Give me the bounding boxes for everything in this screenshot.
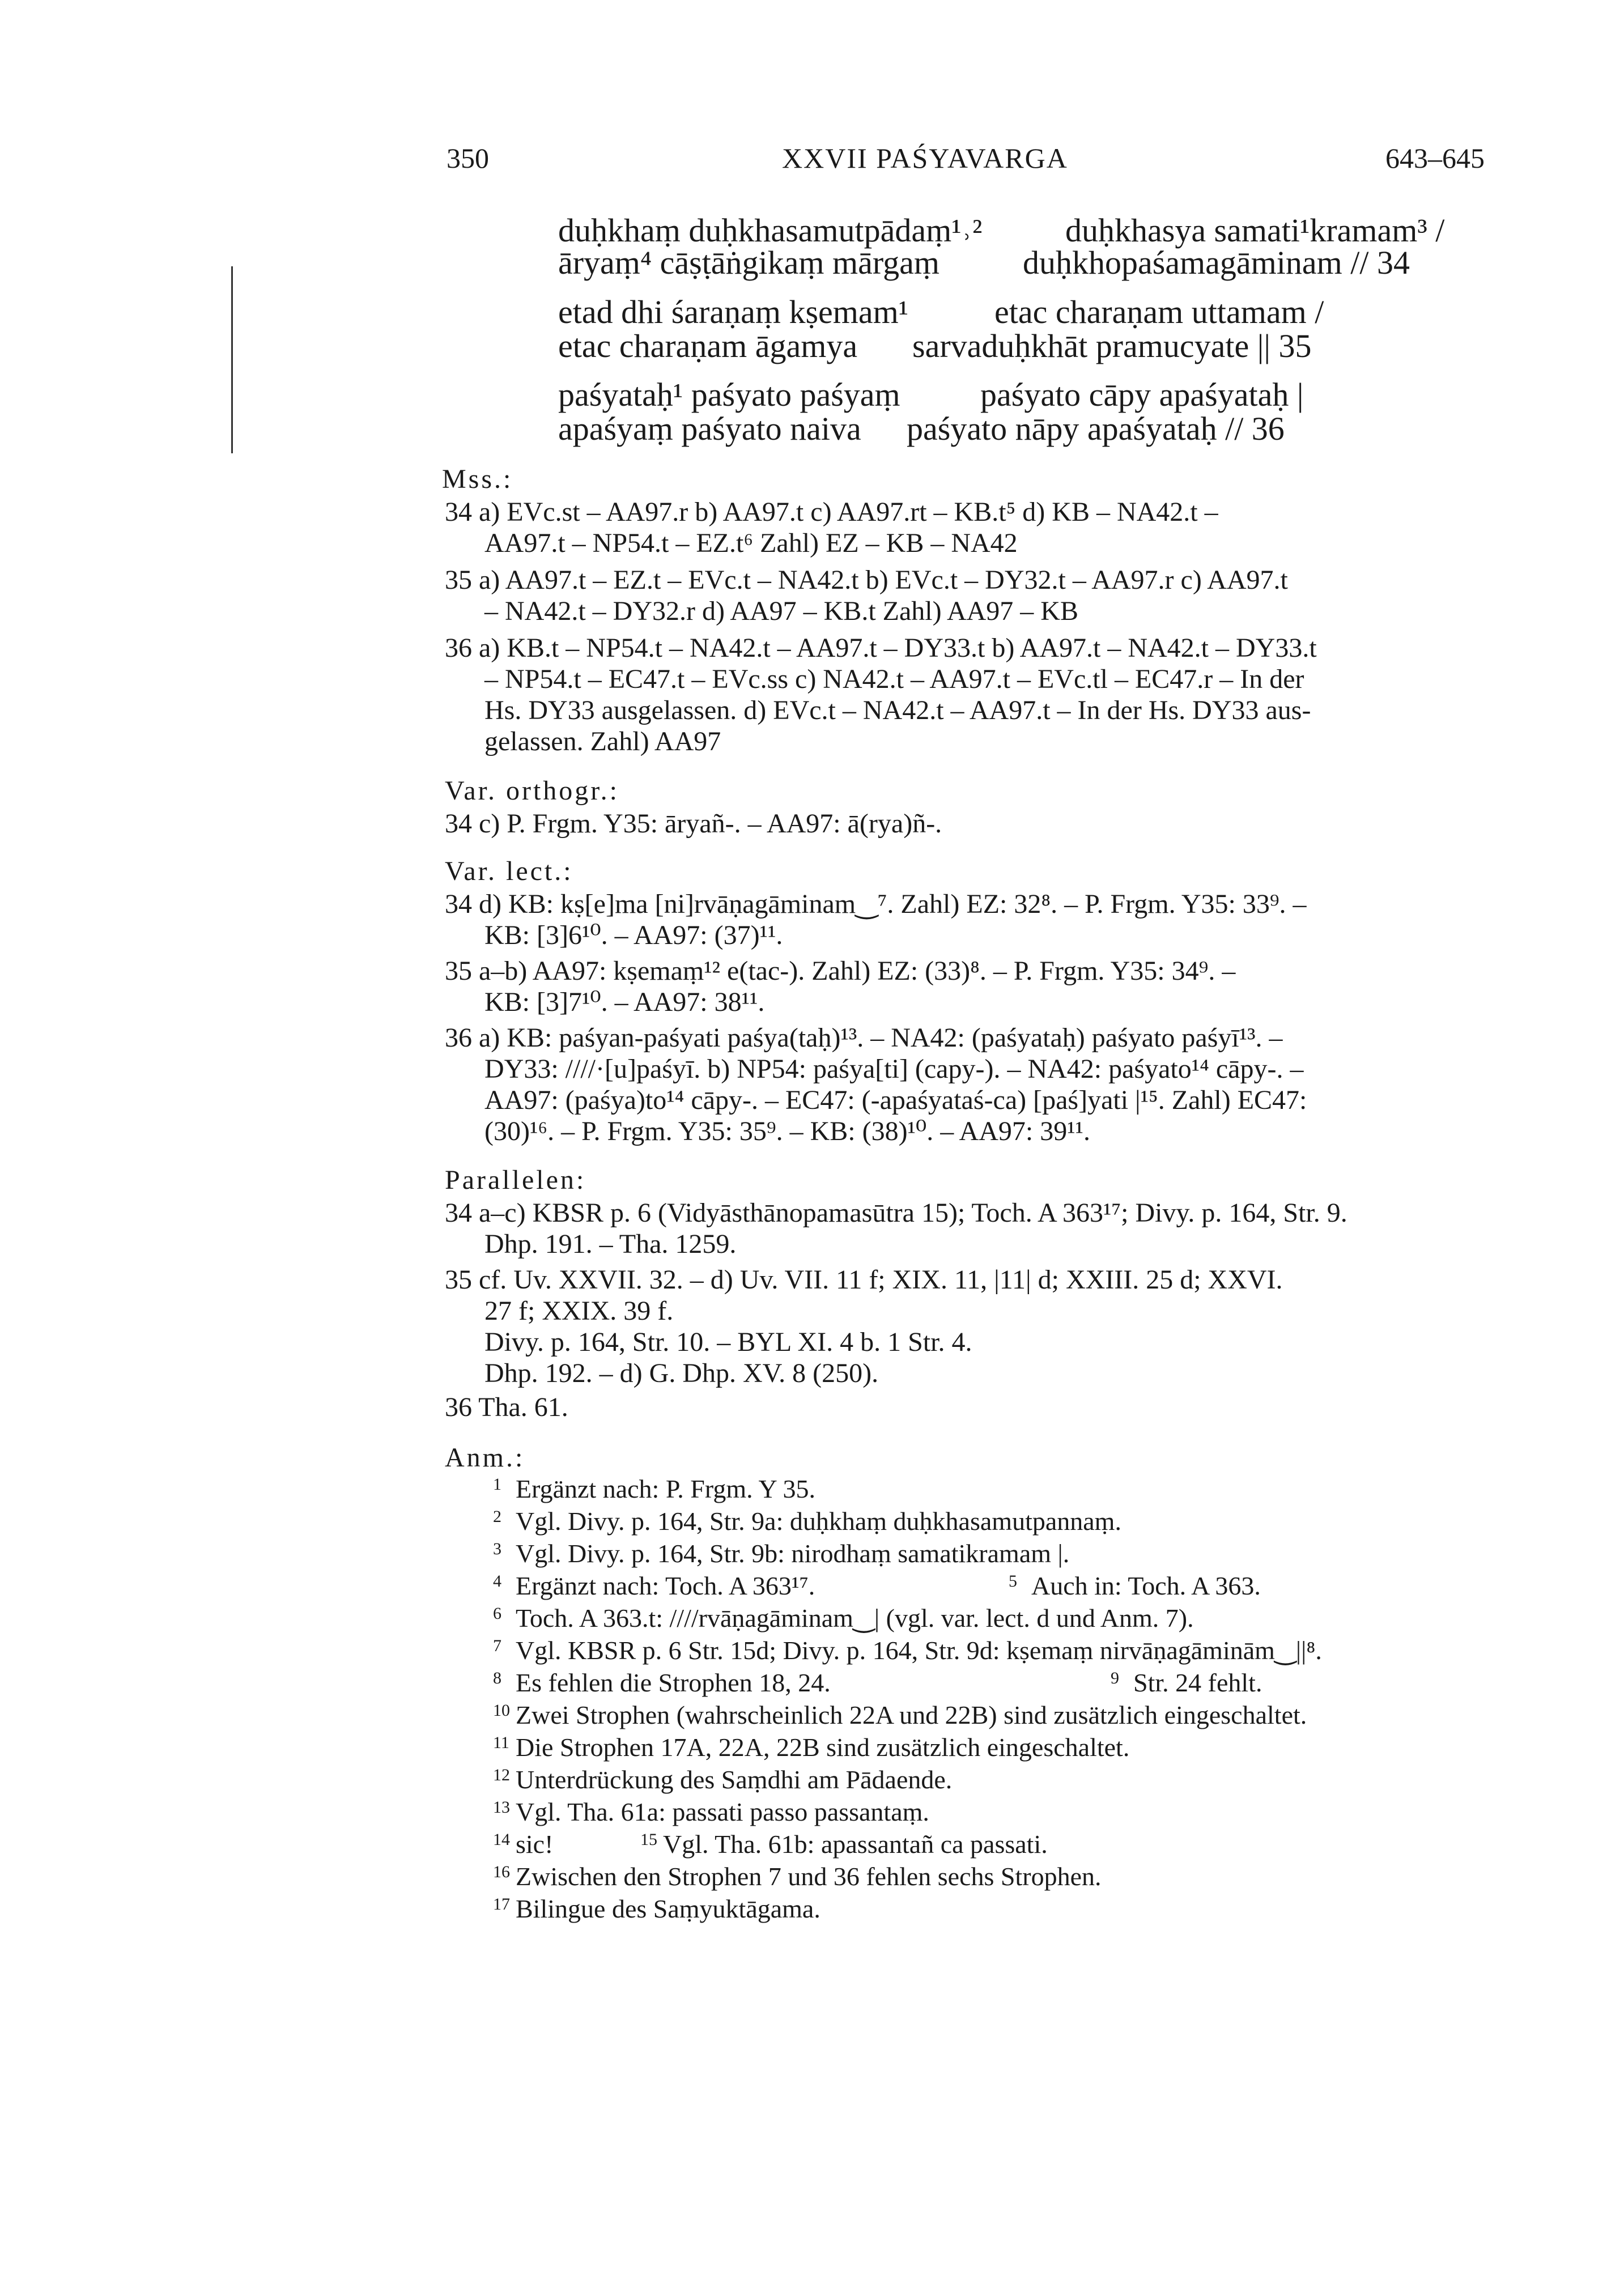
lect-line: KB: [3]6¹⁰. – AA97: (37)¹¹. <box>484 920 783 950</box>
mss-line: 34 a) EVc.st – AA97.r b) AA97.t c) AA97.rt – KB.t⁵ d) KB – NA42.t – <box>445 497 1218 527</box>
footnote-text: Vgl. Tha. 61a: passati passo passantaṃ. <box>516 1797 929 1826</box>
footnote <box>493 1767 952 1793</box>
running-title: XXVII PAŚYAVARGA <box>782 142 1068 174</box>
mss-line: – NP54.t – EC47.t – EVc.ss c) NA42.t – AA97.t – EVc.tl – EC47.r – In der <box>484 664 1304 694</box>
footnote <box>640 1831 1048 1857</box>
verse-line-b: sarvaduḥkhāt pramucyate || 35 <box>912 328 1312 364</box>
mss-line: – NA42.t – DY32.r d) AA97 – KB.t Zahl) AA97 – KB <box>484 596 1078 626</box>
footnote <box>493 1734 1129 1761</box>
parallel-line: 27 f; XXIX. 39 f. <box>484 1296 674 1326</box>
footnote-number: 2 <box>493 1507 501 1526</box>
mss-line: 36 a) KB.t – NP54.t – NA42.t – AA97.t – DY33.t b) AA97.t – NA42.t – DY33.t <box>445 633 1317 663</box>
footnote-number: 4 <box>493 1572 501 1591</box>
lect-line: (30)¹⁶. – P. Frgm. Y35: 35⁹. – KB: (38)¹⁰. – AA97: 39¹¹. <box>484 1116 1090 1146</box>
footnote <box>493 1799 929 1825</box>
footnote-number: 1 <box>493 1475 501 1494</box>
parallel-line: Dhp. 192. – d) G. Dhp. XV. 8 (250). <box>484 1358 879 1388</box>
footnote-text: Ergänzt nach: P. Frgm. Y 35. <box>516 1474 815 1503</box>
lect-line: 34 d) KB: kṣ[e]ma [ni]rvāṇagāminam‿⁷. Zahl) EZ: 32⁸. – P. Frgm. Y35: 33⁹. – <box>445 889 1307 919</box>
section-anm: Anm.: <box>445 1443 525 1473</box>
section-parallelen: Parallelen: <box>445 1165 586 1195</box>
footnote-text: Str. 24 fehlt. <box>1133 1668 1262 1697</box>
verse-line-b: paśyato cāpy apaśyataḥ | <box>980 376 1304 413</box>
footnote <box>493 1864 1102 1890</box>
parallel-line: 36 Tha. 61. <box>445 1392 568 1422</box>
verse-line-b: paśyato nāpy apaśyataḥ // 36 <box>907 410 1285 447</box>
footnote-text: Vgl. Tha. 61b: apassantañ ca passati. <box>663 1830 1048 1859</box>
footnote-text: Die Strophen 17A, 22A, 22B sind zusätzlich eingeschaltet. <box>516 1733 1130 1762</box>
verse-line-a: etad dhi śaraṇaṃ kṣemam¹ <box>558 294 909 330</box>
footnote-text: Zwischen den Strophen 7 und 36 fehlen sechs Strophen. <box>516 1862 1102 1891</box>
footnote-number: 5 <box>1009 1572 1017 1591</box>
footnote <box>493 1831 553 1857</box>
footnote <box>493 1476 815 1502</box>
parallel-line: Divy. p. 164, Str. 10. – BYL XI. 4 b. 1 Str. 4. <box>484 1327 972 1357</box>
parallel-line: 35 cf. Uv. XXVII. 32. – d) Uv. VII. 11 f; XIX. 11, |11| d; XXIII. 25 d; XXVI. <box>445 1265 1283 1295</box>
footnote-number: 10 <box>493 1701 510 1720</box>
footnote <box>493 1573 815 1599</box>
footnote-number: 13 <box>493 1798 510 1817</box>
parallel-line: Dhp. 191. – Tha. 1259. <box>484 1229 737 1259</box>
verse-line-a: apaśyaṃ paśyato naiva <box>558 410 861 447</box>
lect-line: 35 a–b) AA97: kṣemaṃ¹² e(tac-). Zahl) EZ: (33)⁸. – P. Frgm. Y35: 34⁹. – <box>445 956 1236 986</box>
verse-line-a: āryaṃ⁴ cāṣṭāṅgikaṃ mārgaṃ <box>558 244 940 281</box>
footnote-text: Toch. A 363.t: ////rvāṇagāminam‿| (vgl. var. lect. d und Anm. 7). <box>516 1604 1194 1632</box>
footnote <box>493 1896 820 1922</box>
lect-line: DY33: ////·[u]paśyī. b) NP54: paśya[ti] (capy-). – NA42: paśyato¹⁴ cāpy-. – <box>484 1054 1304 1084</box>
verse-line-b: etac charaṇam uttamam / <box>994 294 1324 330</box>
lect-line: AA97: (paśya)to¹⁴ cāpy-. – EC47: (-apaśyataś-ca) [paś]yati |¹⁵. Zahl) EC47: <box>484 1085 1307 1115</box>
footnote-text: Vgl. Divy. p. 164, Str. 9a: duḥkhaṃ duḥkhasamutpannaṃ. <box>516 1507 1121 1536</box>
mss-line: 35 a) AA97.t – EZ.t – EVc.t – NA42.t b) EVc.t – DY32.t – AA97.r c) AA97.t <box>445 565 1288 595</box>
footnote-number: 14 <box>493 1830 510 1849</box>
section-var-lect: Var. lect.: <box>445 856 573 886</box>
footnote <box>493 1670 831 1696</box>
lect-line: KB: [3]7¹⁰. – AA97: 38¹¹. <box>484 987 765 1017</box>
footnote-number: 3 <box>493 1540 501 1558</box>
verse-line-a: etac charaṇam āgamya <box>558 328 858 364</box>
footnote-number: 12 <box>493 1766 510 1784</box>
parallel-line: 34 a–c) KBSR p. 6 (Vidyāsthānopamasūtra 15); Toch. A 363¹⁷; Divy. p. 164, Str. 9. <box>445 1198 1347 1228</box>
mss-line: Hs. DY33 ausgelassen. d) EVc.t – NA42.t – AA97.t – In der Hs. DY33 aus- <box>484 695 1311 725</box>
footnote-number: 16 <box>493 1863 510 1881</box>
mss-line: gelassen. Zahl) AA97 <box>484 726 721 756</box>
orthogr-line: 34 c) P. Frgm. Y35: āryañ-. – AA97: ā(rya)ñ-. <box>445 809 942 839</box>
footnote <box>493 1638 1322 1664</box>
footnote-text: Vgl. KBSR p. 6 Str. 15d; Divy. p. 164, Str. 9d: kṣemaṃ nirvāṇagāminām‿||⁸. <box>516 1636 1322 1665</box>
footnote-number: 6 <box>493 1604 501 1623</box>
section-mss: Mss.: <box>442 464 513 494</box>
footnote <box>1111 1670 1262 1696</box>
page-number: 350 <box>447 142 489 174</box>
footnote <box>493 1541 1069 1567</box>
footnote-text: sic! <box>516 1830 554 1859</box>
footnote-number: 7 <box>493 1636 501 1655</box>
margin-rule <box>231 266 233 453</box>
footnote-text: Auch in: Toch. A 363. <box>1031 1571 1261 1600</box>
footnote <box>493 1605 1194 1631</box>
footnote-number: 9 <box>1111 1669 1119 1687</box>
footnote-number: 11 <box>493 1733 509 1752</box>
footnote-text: Ergänzt nach: Toch. A 363¹⁷. <box>516 1571 815 1600</box>
footnote-text: Bilingue des Saṃyuktāgama. <box>516 1894 820 1923</box>
mss-line: AA97.t – NP54.t – EZ.t⁶ Zahl) EZ – KB – NA42 <box>484 528 1018 558</box>
verse-range: 643–645 <box>1385 142 1485 174</box>
footnote-text: Unterdrückung des Saṃdhi am Pādaende. <box>516 1765 953 1794</box>
verse-line-a: paśyataḥ¹ paśyato paśyaṃ <box>558 376 900 413</box>
section-var-orthogr: Var. orthogr.: <box>445 776 619 806</box>
footnote <box>493 1508 1121 1534</box>
footnote-text: Zwei Strophen (wahrscheinlich 22A und 22B) sind zusätzlich eingeschaltet. <box>516 1700 1307 1729</box>
lect-line: 36 a) KB: paśyan-paśyati paśya(taḥ)¹³. – NA42: (paśyataḥ) paśyato paśyī¹³. – <box>445 1023 1283 1053</box>
verse-line-b: duḥkhopaśamagāminam // 34 <box>1023 244 1410 281</box>
footnote-number: 8 <box>493 1669 501 1687</box>
verse-line-a: duḥkhaṃ duḥkhasamutpādaṃ¹˒² <box>558 212 983 249</box>
footnote <box>1009 1573 1261 1599</box>
footnote-text: Es fehlen die Strophen 18, 24. <box>516 1668 831 1697</box>
footnote-text: Vgl. Divy. p. 164, Str. 9b: nirodhaṃ samatikramam |. <box>516 1539 1070 1568</box>
footnote-number: 17 <box>493 1895 510 1914</box>
footnote <box>493 1702 1307 1728</box>
footnote-number: 15 <box>640 1830 657 1849</box>
verse-line-b: duḥkhasya samati¹kramam³ / <box>1065 212 1445 249</box>
